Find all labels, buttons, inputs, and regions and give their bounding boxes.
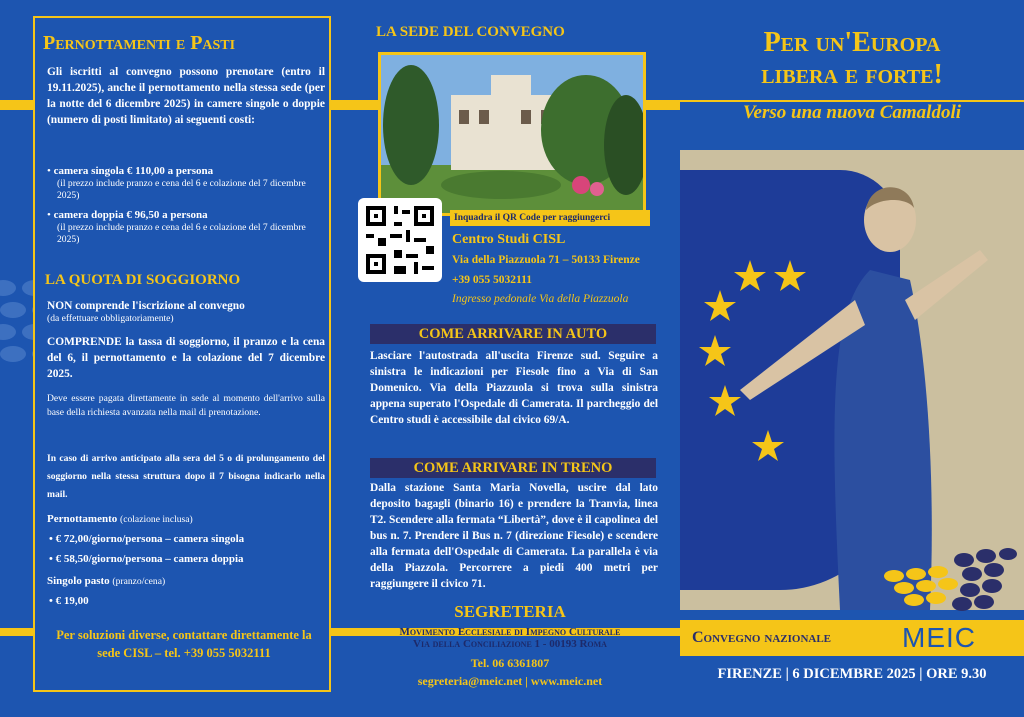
pernottamenti-text: Gli iscritti al convegno possono prenotare (entro il 19.11.2025), anche il pernottamento nella stessa sede (per la notte del 6 dicembre 2025) in camere singole o doppie (numero di posti limitato) ai seguenti costi: xyxy=(47,66,325,126)
segreteria-tel: Tel. 06 6361807 xyxy=(470,656,550,670)
room-double-label: camera doppia € 96,50 a persona xyxy=(53,209,208,221)
left-footer: Per soluzioni diverse, contattare direttamente la sede CISL – tel. +39 055 5032111 xyxy=(56,628,312,660)
price-meal: • € 19,00 xyxy=(49,595,89,607)
room-double: • camera doppia € 96,50 a persona (il prezzo include pranzo e cena del 6 e colazione del 7 dicembre 2025) xyxy=(47,208,327,246)
price-single-text: € 72,00/giorno/persona – camera singola xyxy=(55,533,245,545)
org-line1: Movimento Ecclesiale di Impegno Culturale xyxy=(399,626,621,638)
price-double: • € 58,50/giorno/persona – camera doppia xyxy=(49,553,244,565)
non-comprende: NON comprende l'iscrizione al convegno xyxy=(47,300,245,312)
convegno-band xyxy=(680,620,1024,656)
venue-ingresso: Ingresso pedonale Via della Piazzuola xyxy=(452,293,629,305)
room-single-note: (il prezzo include pranzo e cena del 6 e colazione del 7 dicembre 2025) xyxy=(57,178,306,201)
middle-panel xyxy=(340,0,680,717)
org-line2: Via della Conciliazione 1 - 00193 Roma xyxy=(413,638,607,650)
venue-phone: +39 055 5032111 xyxy=(452,274,533,286)
qr-code[interactable] xyxy=(358,198,442,282)
auto-text: Lasciare l'autostrada all'uscita Firenze sud. Seguire a sinistra le indicazioni per Fiesole fino a Via di San Domenico. Via della Piazzuola si trova sulla sinistra appena superato l'Ospedale di Camerata. Il parcheggio del Centro studi è accessibile dal civico 69/A. xyxy=(370,350,658,426)
room-double-note: (il prezzo include pranzo e cena del 6 e colazione del 7 dicembre 2025) xyxy=(57,222,306,245)
pasto-label: Singolo pasto xyxy=(47,575,110,587)
meic-brand: MEIC xyxy=(902,622,976,653)
pagamento: Deve essere pagata direttamente in sede al momento dell'arrivo sulla base della richiesta avanzata nella mail di prenotazione. xyxy=(47,393,325,418)
centro-name: Centro Studi CISL xyxy=(452,232,566,247)
meic-logo-icon xyxy=(874,546,1024,616)
room-single-label: camera singola € 110,00 a persona xyxy=(53,165,214,177)
venue-address: Via della Piazzuola 71 – 50133 Firenze xyxy=(452,254,640,266)
treno-text: Dalla stazione Santa Maria Novella, uscire dal lato deposito bagagli (binario 16) e prendere la Tranvia, linea T2. Scendere alla fermata “Libertà”, dove è il capolinea del bus n. 7. Prendere il Bus n. 7 (direzione Fiesole) e scendere alla fermata dell'Ospedale di Camerata. La parallela è via della Piazzola. Percorrere a piedi 400 metri per raggiungere il civico 71. xyxy=(370,482,658,590)
qr-caption: Inquadra il QR Code per raggiungerci xyxy=(450,210,650,226)
europa-illustration xyxy=(680,150,1024,610)
segreteria-title: SEGRETERIA xyxy=(454,602,566,621)
statue-figure xyxy=(680,150,1024,610)
convegno-label: Convegno nazionale xyxy=(692,629,832,646)
pernottamento-note: (colazione inclusa) xyxy=(120,514,193,525)
price-meal-text: € 19,00 xyxy=(55,595,89,607)
meic-dots-logo xyxy=(874,546,1024,616)
info-box xyxy=(33,16,331,692)
comprende: COMPRENDE la tassa di soggiorno, il pranzo e la cena del 6, il pernottamento e la colazione del 7 dicembre 2025. xyxy=(47,336,325,380)
sede-title: LA SEDE DEL CONVEGNO xyxy=(376,24,565,40)
segreteria-web[interactable]: segreteria@meic.net | www.meic.net xyxy=(417,674,603,688)
quota-title: LA QUOTA DI SOGGIORNO xyxy=(45,272,241,288)
pernottamenti-title: Pernottamenti e Pasti xyxy=(43,32,236,54)
non-comprende-note: (da effettuare obbligatoriamente) xyxy=(47,313,174,324)
room-single: • camera singola € 110,00 a persona (il prezzo include pranzo e cena del 6 e colazione del 7 dicembre 2025) xyxy=(47,164,327,202)
treno-title: COME ARRIVARE IN TRENO xyxy=(370,458,656,478)
pernottamento-heading xyxy=(47,512,327,526)
price-single: • € 72,00/giorno/persona – camera singola xyxy=(49,533,245,545)
title-line1: Per un'Europa xyxy=(763,27,941,58)
title-line2: libera e forte! xyxy=(761,59,943,90)
pasto-heading xyxy=(47,574,327,588)
venue-photo xyxy=(378,52,646,216)
subtitle: Verso una nuova Camaldoli xyxy=(680,102,1024,124)
right-panel xyxy=(680,0,1024,717)
pasto-note: (pranzo/cena) xyxy=(112,576,166,587)
pernottamento-label: Pernottamento xyxy=(47,513,118,525)
anticipo: In caso di arrivo anticipato alla sera del 5 o di prolungamento del soggiorno nella stessa struttura dopo il 7 bisogna indicarlo nella mail. xyxy=(47,453,325,500)
villa-image xyxy=(381,55,643,213)
price-double-text: € 58,50/giorno/persona – camera doppia xyxy=(55,553,244,565)
auto-title: COME ARRIVARE IN AUTO xyxy=(370,324,656,344)
date-line: FIRENZE | 6 DICEMBRE 2025 | ORE 9.30 xyxy=(717,666,987,682)
left-panel xyxy=(0,0,340,717)
qr-code-icon xyxy=(358,198,442,282)
